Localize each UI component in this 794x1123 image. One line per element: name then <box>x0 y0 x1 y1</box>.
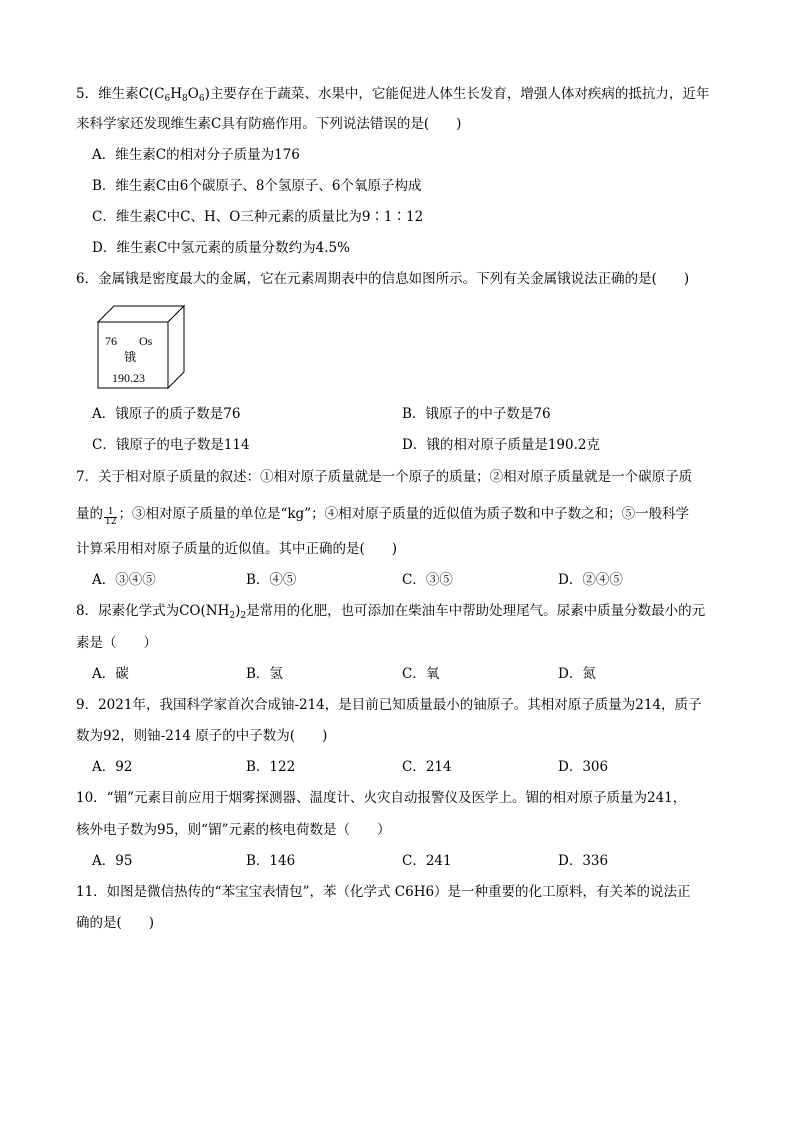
q7-stem-line3: 计算采用相对原子质量的近似值。其中正确的是( ) <box>76 541 398 557</box>
q7-option-a: A．③④⑤ <box>92 572 156 588</box>
q9-option-c: C．214 <box>402 759 452 775</box>
q11-stem-line1: 11．如图是微信热传的“苯宝宝表情包”，苯（化学式 C6H6）是一种重要的化工原料，有关苯的说法正 <box>76 884 691 900</box>
subscript: 6 <box>164 94 171 104</box>
q8-stem-line1 <box>76 601 705 621</box>
q10-stem-line2: 核外电子数为95，则“镅”元素的核电荷数是（ ） <box>76 822 391 838</box>
atomic-number: 76 <box>105 334 117 348</box>
q6-stem-line1: 6．金属锇是密度最大的金属，它在元素周期表中的信息如图所示。下列有关金属锇说法正确的是( ) <box>76 271 690 287</box>
q10-option-d: D．336 <box>558 853 609 869</box>
q7-stem-line2 <box>76 504 689 527</box>
q7-option-b: B．④⑤ <box>246 572 297 588</box>
q8-text: 8．尿素化学式为CO(NH <box>76 603 230 619</box>
q7-text: ；③相对原子质量的单位是“kg”；④相对原子质量的近似值为质子数和中子数之和；⑤一般科学 <box>118 506 690 522</box>
q6-option-a: A．锇原子的质子数是76 <box>92 406 241 422</box>
q5-text: H <box>170 86 183 102</box>
q10-option-a: A．95 <box>92 853 133 869</box>
q8-option-d: D．氮 <box>558 666 596 682</box>
q9-option-d: D．306 <box>558 759 609 775</box>
fraction-one-twelfth <box>104 508 117 527</box>
q9-stem-line1: 9．2021年，我国科学家首次合成铀-214，是目前已知质量最小的铀原子。其相对原子质量为214，质子 <box>76 697 702 713</box>
q7-option-d: D．②④⑤ <box>558 572 623 588</box>
q7-option-c: C．③⑤ <box>402 572 453 588</box>
element-name: 锇 <box>124 350 137 364</box>
q7-stem-line1: 7．关于相对原子质量的叙述：①相对原子质量就是一个原子的质量；②相对原子质量就是一个碳原子质 <box>76 469 693 485</box>
q5-text: 5．维生素C(C <box>76 86 165 102</box>
q5-option-c: C．维生素C中C、H、O三种元素的质量比为9∶1∶12 <box>92 209 424 225</box>
q8-option-a: A．碳 <box>92 666 129 682</box>
q8-stem-line2: 素是（ ） <box>76 635 157 651</box>
q5-option-b: B．维生素C由6个碳原子、8个氢原子、6个氧原子构成 <box>92 178 422 194</box>
q6-option-d: D．锇的相对原子质量是190.2克 <box>402 437 600 453</box>
q7-text: 量的 <box>76 506 103 522</box>
q9-option-a: A．92 <box>92 759 133 775</box>
q6-option-c: C．锇原子的电子数是114 <box>92 437 250 453</box>
q5-option-d: D．维生素C中氢元素的质量分数约为4.5% <box>92 240 350 256</box>
q5-option-a: A．维生素C的相对分子质量为176 <box>92 147 300 163</box>
q10-stem-line1: 10．“镅”元素目前应用于烟雾探测器、温度计、火灾自动报警仪及医学上。镅的相对原子质量为241， <box>76 790 687 806</box>
q5-text: O <box>187 86 199 102</box>
fraction-numerator: 1 <box>104 508 117 518</box>
fraction-denominator: 12 <box>105 517 117 527</box>
atomic-mass: 190.23 <box>112 371 145 385</box>
q8-option-b: B．氢 <box>246 666 283 682</box>
q9-option-b: B．122 <box>246 759 296 775</box>
q8-option-c: C．氧 <box>402 666 440 682</box>
subscript: 2 <box>240 611 247 621</box>
q5-stem-line1 <box>76 84 709 104</box>
q8-text: 是常用的化肥，也可添加在柴油车中帮助处理尾气。尿素中质量分数最小的元 <box>246 603 706 619</box>
subscript: 6 <box>198 94 205 104</box>
q9-stem-line2: 数为92，则铀-214 原子的中子数为( ) <box>76 728 328 744</box>
osmium-element-cube <box>96 304 188 390</box>
subscript: 8 <box>182 94 188 104</box>
element-symbol: Os <box>139 334 153 348</box>
q10-option-c: C．241 <box>402 853 452 869</box>
q8-text: ) <box>235 603 241 619</box>
q10-option-b: B．146 <box>246 853 296 869</box>
q5-stem-line2: 来科学家还发现维生素C具有防癌作用。下列说法错误的是( ) <box>76 116 462 132</box>
q5-text: )主要存在于蔬菜、水果中，它能促进人体生长发育，增强人体对疾病的抵抗力，近年 <box>204 86 710 102</box>
q6-option-b: B．锇原子的中子数是76 <box>402 406 551 422</box>
subscript: 2 <box>229 611 236 621</box>
q11-stem-line2: 确的是( ) <box>76 915 155 931</box>
